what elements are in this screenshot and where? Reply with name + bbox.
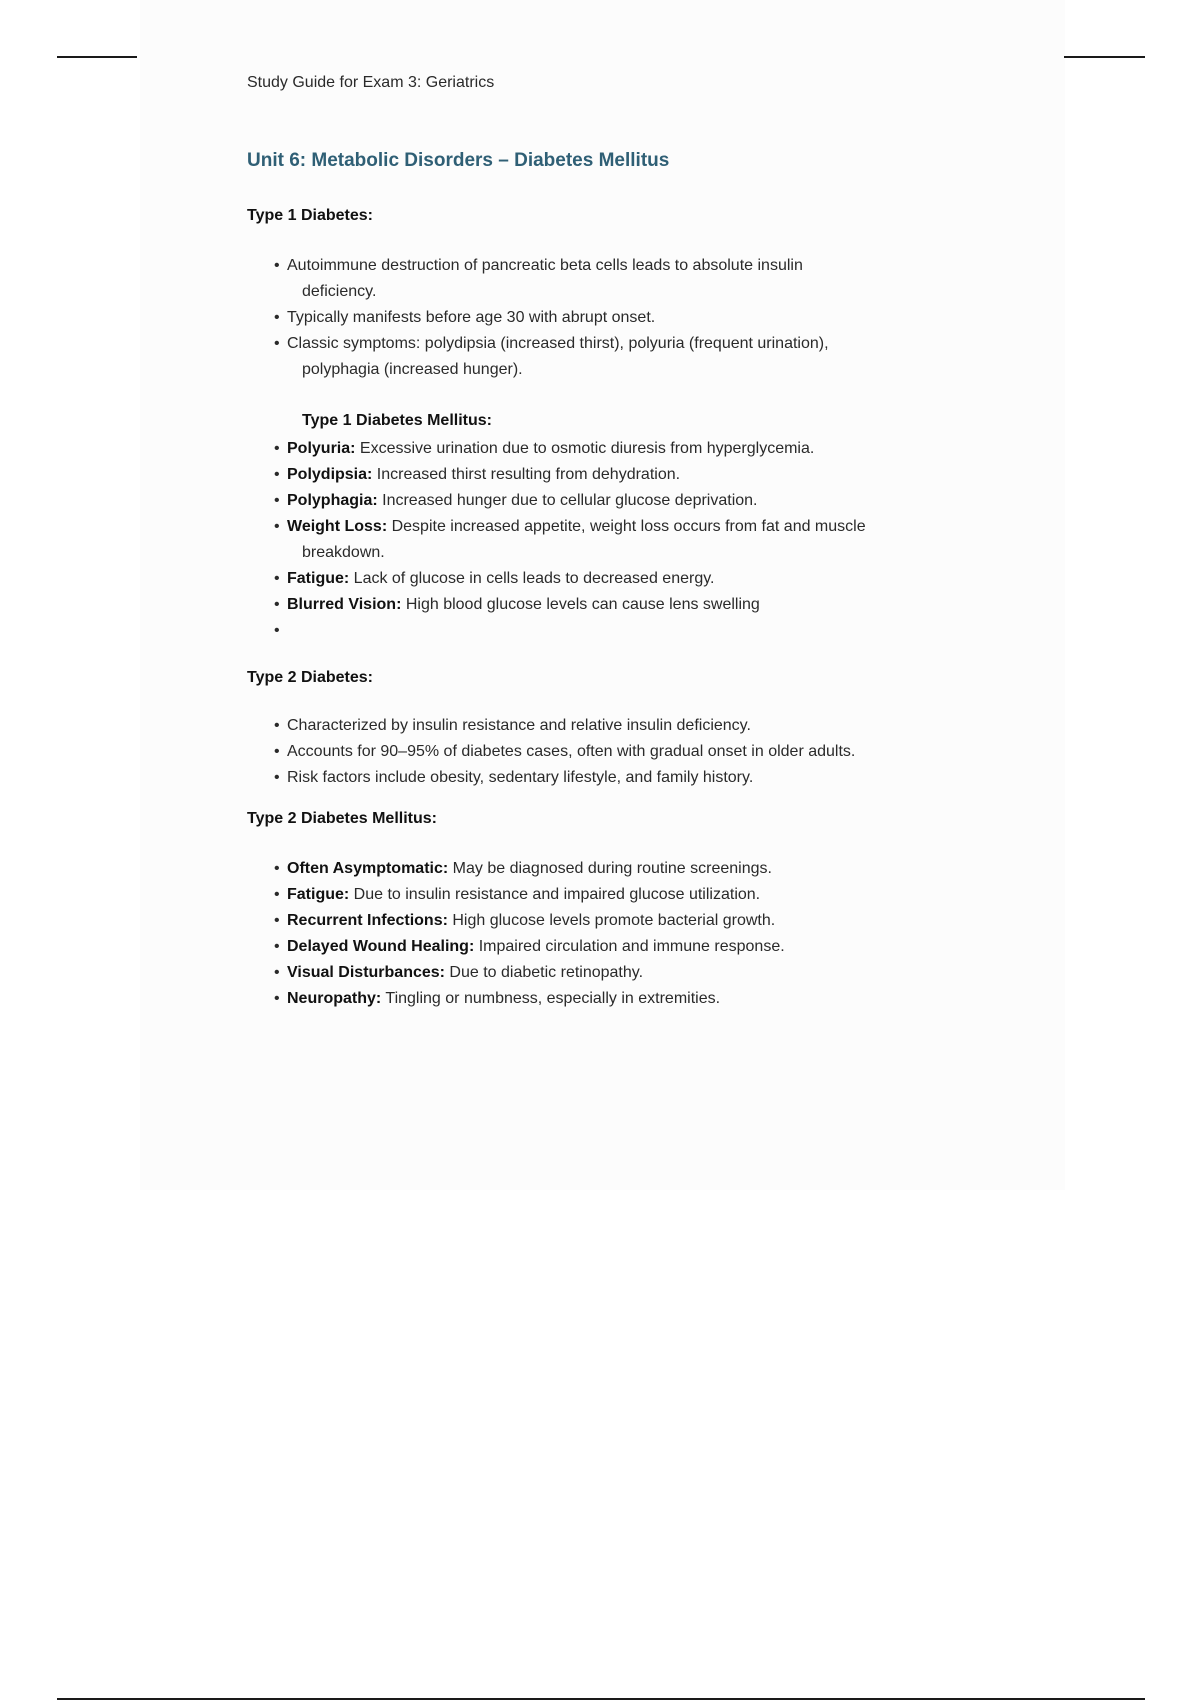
term-label: Fatigue: bbox=[287, 570, 350, 587]
bullet-icon: • bbox=[274, 938, 280, 955]
list-item: • Risk factors include obesity, sedentary lifestyle, and family history. bbox=[274, 765, 974, 791]
bullet-icon: • bbox=[274, 743, 280, 760]
unit-title: Unit 6: Metabolic Disorders – Diabetes Mellitus bbox=[247, 150, 670, 171]
bullet-icon: • bbox=[274, 912, 280, 929]
bullet-icon: • bbox=[274, 518, 280, 535]
bullet-icon: • bbox=[274, 335, 280, 352]
term-label: Visual Disturbances: bbox=[287, 964, 445, 981]
type2-mellitus-list bbox=[274, 856, 974, 1012]
top-left-rule bbox=[57, 56, 137, 58]
list-item: • Accounts for 90–95% of diabetes cases, often with gradual onset in older adults. bbox=[274, 739, 974, 765]
list-item: • Often Asymptomatic: May be diagnosed during routine screenings. bbox=[274, 856, 974, 882]
bullet-icon: • bbox=[274, 886, 280, 903]
bullet-icon: • bbox=[274, 440, 280, 457]
type1-mellitus-heading: Type 1 Diabetes Mellitus: bbox=[302, 412, 492, 429]
list-item: • Blurred Vision: High blood glucose levels can cause lens swelling bbox=[274, 592, 974, 618]
term-label: Recurrent Infections: bbox=[287, 912, 448, 929]
running-header: Study Guide for Exam 3: Geriatrics bbox=[247, 74, 495, 91]
top-right-rule bbox=[1064, 56, 1145, 58]
bullet-icon: • bbox=[274, 622, 280, 639]
term-label: Delayed Wound Healing: bbox=[287, 938, 475, 955]
type1-mellitus-list bbox=[274, 436, 974, 639]
list-item: • Delayed Wound Healing: Impaired circulation and immune response. bbox=[274, 934, 974, 960]
list-item: • Fatigue: Due to insulin resistance and impaired glucose utilization. bbox=[274, 882, 974, 908]
bullet-icon: • bbox=[274, 964, 280, 981]
type2-heading: Type 2 Diabetes: bbox=[247, 669, 373, 686]
term-label: Polyphagia: bbox=[287, 492, 378, 509]
type1-bullet-list bbox=[274, 253, 974, 383]
bullet-icon: • bbox=[274, 492, 280, 509]
list-item: • Fatigue: Lack of glucose in cells leads to decreased energy. bbox=[274, 566, 974, 592]
list-item: • Autoimmune destruction of pancreatic beta cells leads to absolute insulin deficiency. bbox=[274, 253, 974, 305]
list-item: • Polyphagia: Increased hunger due to cellular glucose deprivation. bbox=[274, 488, 974, 514]
bullet-icon: • bbox=[274, 990, 280, 1007]
term-label: Polyuria: bbox=[287, 440, 356, 457]
list-item: • Recurrent Infections: High glucose levels promote bacterial growth. bbox=[274, 908, 974, 934]
type2-bullet-list bbox=[274, 713, 974, 791]
list-item: • Neuropathy: Tingling or numbness, especially in extremities. bbox=[274, 986, 974, 1012]
document-body bbox=[247, 70, 1007, 1007]
list-item: • Typically manifests before age 30 with abrupt onset. bbox=[274, 305, 974, 331]
type2-mellitus-heading: Type 2 Diabetes Mellitus: bbox=[247, 810, 437, 827]
bullet-icon: • bbox=[274, 257, 280, 274]
list-item: • Weight Loss: Despite increased appetite, weight loss occurs from fat and muscle breakdown. bbox=[274, 514, 974, 566]
list-item: • Characterized by insulin resistance and relative insulin deficiency. bbox=[274, 713, 974, 739]
list-item: • Visual Disturbances: Due to diabetic retinopathy. bbox=[274, 960, 974, 986]
list-item: • Polyuria: Excessive urination due to osmotic diuresis from hyperglycemia. bbox=[274, 436, 974, 462]
bullet-icon: • bbox=[274, 570, 280, 587]
type1-heading: Type 1 Diabetes: bbox=[247, 207, 373, 224]
term-label: Polydipsia: bbox=[287, 466, 373, 483]
term-label: Often Asymptomatic: bbox=[287, 860, 449, 877]
term-label: Fatigue: bbox=[287, 886, 350, 903]
bullet-icon: • bbox=[274, 309, 280, 326]
bullet-icon: • bbox=[274, 769, 280, 786]
list-item: • Classic symptoms: polydipsia (increased thirst), polyuria (frequent urination), polyphagia (increased hunger). bbox=[274, 331, 974, 383]
bullet-icon: • bbox=[274, 596, 280, 613]
bullet-icon: • bbox=[274, 466, 280, 483]
term-label: Blurred Vision: bbox=[287, 596, 402, 613]
bullet-icon: • bbox=[274, 717, 280, 734]
term-label: Neuropathy: bbox=[287, 990, 382, 1007]
term-label: Weight Loss: bbox=[287, 518, 388, 535]
list-item: • Polydipsia: Increased thirst resulting from dehydration. bbox=[274, 462, 974, 488]
bullet-icon: • bbox=[274, 860, 280, 877]
